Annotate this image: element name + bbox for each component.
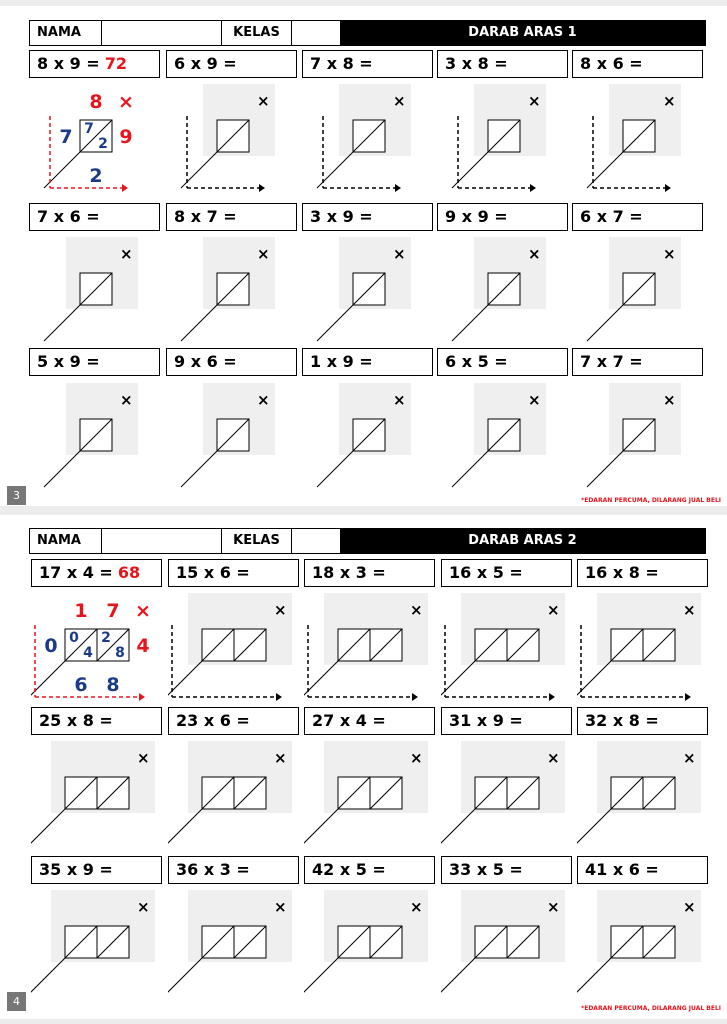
arrow-head-icon — [665, 184, 671, 192]
multiplication-sign-icon: × — [257, 391, 270, 409]
multiplication-sign-icon: × — [663, 92, 676, 110]
problem-box[interactable] — [304, 856, 435, 884]
carry-diagonal — [44, 305, 80, 341]
multiplication-sign-icon: × — [547, 898, 560, 916]
carry-diagonal — [304, 809, 338, 845]
problem-box[interactable] — [168, 559, 299, 587]
header-bar — [29, 20, 706, 46]
lattice-grid — [168, 890, 299, 1008]
problem-text: 23 x 6 = — [176, 711, 250, 730]
lattice-grid — [441, 593, 572, 711]
multiplication-sign-icon: × — [410, 898, 423, 916]
problem-text: 42 x 5 = — [312, 860, 386, 879]
problem-text: 9 x 6 = — [174, 352, 237, 371]
carry-diagonal — [317, 305, 353, 341]
multiplication-sign-icon: × — [257, 245, 270, 263]
lattice-work-area[interactable] — [302, 237, 433, 355]
class-label: KELAS — [222, 529, 292, 553]
multiplication-sign-icon: × — [137, 898, 150, 916]
problem-box[interactable] — [29, 348, 160, 376]
problem-box[interactable] — [302, 203, 433, 231]
class-field[interactable] — [292, 529, 340, 553]
worksheet-page-3 — [0, 6, 727, 506]
lattice-work-area[interactable] — [437, 383, 568, 501]
problem-box[interactable] — [572, 348, 703, 376]
multiplication-sign-icon: × — [393, 391, 406, 409]
lattice-work-area[interactable] — [166, 84, 297, 202]
lattice-grid — [302, 383, 433, 501]
arrow-head-icon — [685, 693, 691, 701]
page-number: 4 — [7, 992, 26, 1011]
multiplication-sign-icon: × — [135, 600, 151, 622]
worksheet-page-4 — [0, 515, 727, 1019]
lattice-grid — [304, 593, 435, 711]
multiplication-sign-icon: × — [393, 245, 406, 263]
problem-text: 27 x 4 = — [312, 711, 386, 730]
footer-note: *EDARAN PERCUMA, DILARANG JUAL BELI — [581, 1005, 721, 1012]
problem-box[interactable] — [31, 856, 162, 884]
lattice-grid — [572, 84, 703, 202]
carry-diagonal — [587, 305, 623, 341]
problem-box[interactable] — [572, 50, 703, 78]
lattice-grid — [577, 890, 708, 1008]
carry-diagonal — [31, 661, 65, 697]
lattice-work-area[interactable] — [572, 383, 703, 501]
problem-box[interactable] — [31, 559, 162, 587]
name-field[interactable] — [102, 529, 222, 553]
lattice-work-area[interactable] — [304, 890, 435, 1008]
problem-text: 15 x 6 = — [176, 563, 250, 582]
lattice-grid — [168, 741, 299, 859]
carry-diagonal — [577, 809, 611, 845]
worksheet-title: DARAB ARAS 1 — [340, 21, 705, 45]
lattice-grid — [304, 890, 435, 1008]
problem-text: 5 x 9 = — [37, 352, 100, 371]
arrow-head-icon — [412, 693, 418, 701]
lattice-grid — [31, 890, 162, 1008]
multiplication-sign-icon: × — [683, 601, 696, 619]
problem-box[interactable] — [166, 50, 297, 78]
class-label: KELAS — [222, 21, 292, 45]
multiplication-sign-icon: × — [410, 601, 423, 619]
multiplication-sign-icon: × — [274, 749, 287, 767]
lattice-work-area[interactable] — [304, 741, 435, 859]
lattice-work-area[interactable] — [168, 741, 299, 859]
problem-text: 36 x 3 = — [176, 860, 250, 879]
carry-diagonal — [317, 451, 353, 487]
lattice-grid — [29, 84, 160, 202]
carry-diagonal — [44, 451, 80, 487]
multiplication-sign-icon: × — [274, 898, 287, 916]
multiplicand-digit: 7 — [106, 600, 120, 622]
problem-text: 3 x 8 = — [445, 54, 508, 73]
lattice-work-area[interactable] — [304, 593, 435, 711]
problem-text: 18 x 3 = — [312, 563, 386, 582]
multiplier-digit: 9 — [119, 126, 133, 148]
arrow-head-icon — [139, 693, 145, 701]
multiplication-sign-icon: × — [410, 749, 423, 767]
lattice-grid — [31, 741, 162, 859]
page-number: 3 — [7, 486, 26, 505]
lattice-grid — [437, 237, 568, 355]
carry-diagonal — [168, 661, 202, 697]
problem-text: 6 x 9 = — [174, 54, 237, 73]
problem-text: 25 x 8 = — [39, 711, 113, 730]
problem-text: 32 x 8 = — [585, 711, 659, 730]
lattice-work-area[interactable] — [572, 237, 703, 355]
tens-digit: 7 — [84, 121, 94, 137]
problem-box[interactable] — [437, 348, 568, 376]
problem-text: 7 x 7 = — [580, 352, 643, 371]
answer-text: 72 — [104, 54, 127, 73]
problem-text: 9 x 9 = — [445, 207, 508, 226]
lattice-grid — [304, 741, 435, 859]
problem-box[interactable] — [29, 203, 160, 231]
problem-text: 1 x 9 = — [310, 352, 373, 371]
problem-box[interactable] — [304, 707, 435, 735]
problem-text: 16 x 5 = — [449, 563, 523, 582]
result-digit: 8 — [106, 674, 120, 696]
problem-box[interactable] — [166, 203, 297, 231]
multiplicand-digit: 1 — [74, 600, 88, 622]
problem-text: 17 x 4 = — [39, 563, 113, 582]
lattice-grid — [577, 593, 708, 711]
carry-diagonal — [304, 661, 338, 697]
result-digit: 6 — [74, 674, 88, 696]
problem-text: 8 x 7 = — [174, 207, 237, 226]
problem-text: 8 x 6 = — [580, 54, 643, 73]
multiplication-sign-icon: × — [547, 601, 560, 619]
problem-text: 35 x 9 = — [39, 860, 113, 879]
carry-diagonal — [31, 809, 65, 845]
carry-digit: 0 — [44, 635, 58, 657]
carry-diagonal — [452, 305, 488, 341]
problem-box[interactable] — [577, 559, 708, 587]
problem-text: 3 x 9 = — [310, 207, 373, 226]
units-digit: 2 — [98, 136, 108, 152]
lattice-work-area[interactable] — [441, 593, 572, 711]
lattice-work-area[interactable] — [437, 84, 568, 202]
multiplication-sign-icon: × — [137, 749, 150, 767]
multiplication-sign-icon: × — [663, 245, 676, 263]
multiplication-sign-icon: × — [528, 391, 541, 409]
multiplication-sign-icon: × — [257, 92, 270, 110]
problem-text: 8 x 9 = — [37, 54, 100, 73]
problem-box[interactable] — [441, 559, 572, 587]
carry-digit: 7 — [59, 126, 73, 148]
multiplication-sign-icon: × — [663, 391, 676, 409]
lattice-grid — [302, 237, 433, 355]
lattice-work-area[interactable] — [572, 84, 703, 202]
problem-box[interactable] — [577, 856, 708, 884]
carry-diagonal — [168, 809, 202, 845]
carry-diagonal — [31, 958, 65, 994]
problem-box[interactable] — [437, 50, 568, 78]
lattice-work-area[interactable] — [166, 237, 297, 355]
multiplication-sign-icon: × — [528, 245, 541, 263]
multiplication-sign-icon: × — [118, 91, 134, 113]
lattice-grid — [441, 890, 572, 1008]
problem-text: 16 x 8 = — [585, 563, 659, 582]
example-lattice — [31, 593, 162, 711]
lattice-grid — [577, 741, 708, 859]
lattice-work-area[interactable] — [302, 84, 433, 202]
multiplier-digit: 4 — [136, 635, 150, 657]
header-bar — [29, 528, 706, 554]
multiplication-sign-icon: × — [683, 749, 696, 767]
arrow-head-icon — [259, 184, 265, 192]
lattice-grid — [437, 84, 568, 202]
carry-diagonal — [181, 451, 217, 487]
multiplication-sign-icon: × — [683, 898, 696, 916]
lattice-work-area[interactable] — [441, 741, 572, 859]
problem-text: 6 x 5 = — [445, 352, 508, 371]
units-digit: 8 — [115, 645, 125, 661]
problem-text: 7 x 6 = — [37, 207, 100, 226]
carry-diagonal — [452, 451, 488, 487]
carry-diagonal — [441, 661, 475, 697]
name-label: NAMA — [30, 21, 102, 45]
carry-diagonal — [181, 305, 217, 341]
problem-box[interactable] — [437, 203, 568, 231]
arrow-head-icon — [122, 184, 128, 192]
units-digit: 4 — [83, 645, 93, 661]
problem-text: 41 x 6 = — [585, 860, 659, 879]
problem-box[interactable] — [577, 707, 708, 735]
problem-box[interactable] — [441, 856, 572, 884]
problem-box[interactable] — [166, 348, 297, 376]
lattice-grid — [302, 84, 433, 202]
problem-text: 33 x 5 = — [449, 860, 523, 879]
carry-diagonal — [587, 451, 623, 487]
problem-text: 31 x 9 = — [449, 711, 523, 730]
problem-box[interactable] — [304, 559, 435, 587]
lattice-work-area[interactable] — [302, 383, 433, 501]
answer-text: 68 — [117, 563, 141, 582]
multiplicand-digit: 8 — [89, 91, 103, 113]
lattice-work-area[interactable] — [31, 890, 162, 1008]
lattice-work-area[interactable] — [577, 593, 708, 711]
carry-diagonal — [168, 958, 202, 994]
lattice-grid — [168, 593, 299, 711]
lattice-work-area[interactable] — [29, 237, 160, 355]
lattice-grid — [166, 383, 297, 501]
lattice-work-area[interactable] — [577, 741, 708, 859]
footer-note: *EDARAN PERCUMA, DILARANG JUAL BELI — [581, 497, 721, 504]
result-digit: 2 — [89, 165, 103, 187]
lattice-grid — [29, 237, 160, 355]
arrow-head-icon — [276, 693, 282, 701]
lattice-grid — [572, 237, 703, 355]
multiplication-sign-icon: × — [120, 245, 133, 263]
name-label: NAMA — [30, 529, 102, 553]
arrow-head-icon — [395, 184, 401, 192]
lattice-grid — [29, 383, 160, 501]
multiplication-sign-icon: × — [393, 92, 406, 110]
carry-diagonal — [441, 809, 475, 845]
lattice-work-area[interactable] — [577, 890, 708, 1008]
carry-diagonal — [577, 958, 611, 994]
arrow-head-icon — [549, 693, 555, 701]
problem-box[interactable] — [168, 707, 299, 735]
lattice-grid — [441, 741, 572, 859]
carry-diagonal — [304, 958, 338, 994]
lattice-grid — [166, 237, 297, 355]
tens-digit: 2 — [101, 630, 111, 646]
lattice-work-area[interactable] — [168, 593, 299, 711]
example-lattice — [29, 84, 160, 202]
lattice-work-area[interactable] — [166, 383, 297, 501]
problem-box[interactable] — [302, 50, 433, 78]
worksheet-title: DARAB ARAS 2 — [340, 529, 705, 553]
class-field[interactable] — [292, 21, 340, 45]
carry-diagonal — [577, 661, 611, 697]
problem-box[interactable] — [302, 348, 433, 376]
lattice-work-area[interactable] — [31, 741, 162, 859]
lattice-grid — [166, 84, 297, 202]
multiplication-sign-icon: × — [547, 749, 560, 767]
lattice-work-area[interactable] — [441, 890, 572, 1008]
multiplication-sign-icon: × — [528, 92, 541, 110]
problem-text: 7 x 8 = — [310, 54, 373, 73]
problem-box[interactable] — [168, 856, 299, 884]
lattice-grid — [31, 593, 162, 711]
problem-box[interactable] — [31, 707, 162, 735]
carry-diagonal — [441, 958, 475, 994]
lattice-grid — [437, 383, 568, 501]
problem-box[interactable] — [441, 707, 572, 735]
name-field[interactable] — [102, 21, 222, 45]
multiplication-sign-icon: × — [274, 601, 287, 619]
lattice-work-area[interactable] — [437, 237, 568, 355]
problem-text: 6 x 7 = — [580, 207, 643, 226]
problem-box[interactable] — [29, 50, 160, 78]
lattice-work-area[interactable] — [168, 890, 299, 1008]
arrow-head-icon — [530, 184, 536, 192]
tens-digit: 0 — [69, 630, 79, 646]
multiplication-sign-icon: × — [120, 391, 133, 409]
problem-box[interactable] — [572, 203, 703, 231]
lattice-grid — [572, 383, 703, 501]
lattice-work-area[interactable] — [29, 383, 160, 501]
